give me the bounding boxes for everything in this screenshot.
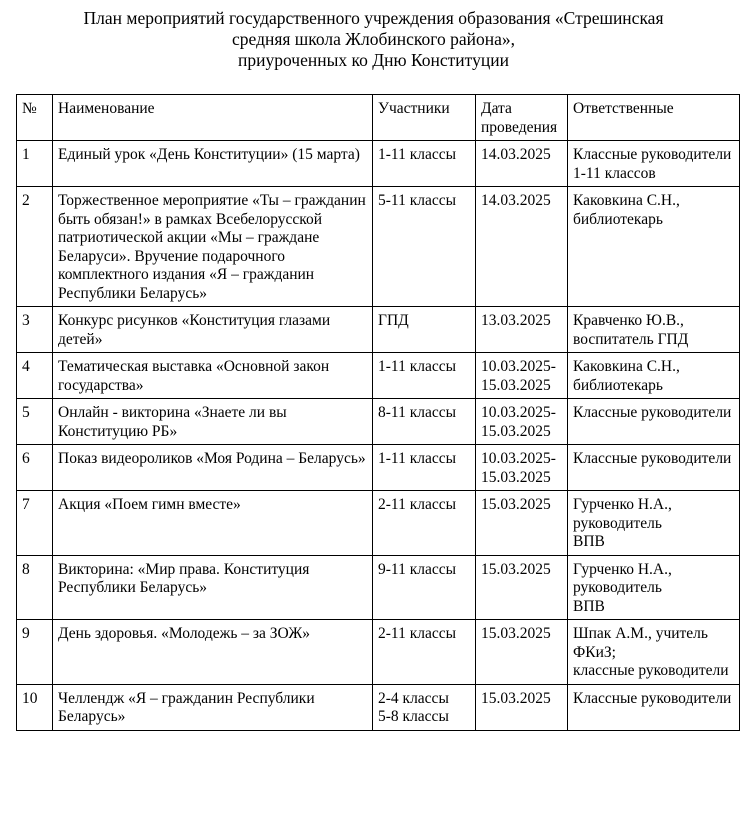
event-name: Конкурс рисунков «Конституция глазами детей» <box>53 307 373 353</box>
event-responsible <box>568 399 740 445</box>
responsible-line: Классные руководители <box>573 404 732 421</box>
event-name: Челлендж «Я – гражданин Республики Беларусь» <box>53 684 373 730</box>
participants-line: 1-11 классы <box>378 450 457 467</box>
date-line: 10.03.2025- <box>481 358 556 375</box>
event-participants <box>373 684 476 730</box>
event-name: Акция «Поем гимн вместе» <box>53 491 373 556</box>
date-line: 10.03.2025- <box>481 404 556 421</box>
table-row <box>17 491 740 556</box>
event-name: Онлайн - викторина «Знаете ли вы Конституцию РБ» <box>53 399 373 445</box>
table-row <box>17 620 740 685</box>
row-number: 3 <box>17 307 53 353</box>
header-date-line-2: проведения <box>481 118 558 136</box>
date-line: 13.03.2025 <box>481 312 551 329</box>
date-line: 14.03.2025 <box>481 146 551 163</box>
event-name: Единый урок «День Конституции» (15 марта) <box>53 141 373 187</box>
event-responsible <box>568 445 740 491</box>
event-name: Тематическая выставка «Основной закон государства» <box>53 353 373 399</box>
event-responsible <box>568 491 740 556</box>
responsible-line: Шпак А.М., учитель ФКиЗ; <box>573 625 708 661</box>
responsible-line: Каковкина С.Н., библиотекарь <box>573 192 680 228</box>
event-name: Торжественное мероприятие «Ты – гражданин быть обязан!» в рамках Всебелорусской патриотической акции «Мы – граждане Беларуси». Вручение подарочного комплектного издания «Я – гражданин Республики Беларусь» <box>53 187 373 307</box>
row-number: 10 <box>17 684 53 730</box>
responsible-line: Каковкина С.Н., библиотекарь <box>573 358 680 394</box>
responsible-line: Гурченко Н.А., руководитель <box>573 560 672 596</box>
row-number: 8 <box>17 555 53 620</box>
event-date <box>476 307 568 353</box>
responsible-line: Классные руководители <box>573 450 732 467</box>
header-name: Наименование <box>53 95 373 141</box>
event-name: Показ видеороликов «Моя Родина – Беларусь» <box>53 445 373 491</box>
header-date <box>476 95 568 141</box>
participants-line: 9-11 классы <box>378 560 457 578</box>
date-line: 14.03.2025 <box>481 192 551 209</box>
date-line: 10.03.2025- <box>481 450 556 467</box>
event-date <box>476 445 568 491</box>
participants-line: 5-11 классы <box>378 192 457 209</box>
date-line: 15.03.2025 <box>481 376 551 394</box>
responsible-line: ВПВ <box>573 533 605 550</box>
title-line-1: План мероприятий государственного учреждения образования «Стрешинская <box>83 8 664 28</box>
event-participants <box>373 445 476 491</box>
event-responsible <box>568 141 740 187</box>
event-participants <box>373 353 476 399</box>
header-num: № <box>17 95 53 141</box>
table-header-row <box>17 95 740 141</box>
responsible-line: Кравченко Ю.В., воспитатель ГПД <box>573 312 689 348</box>
event-participants <box>373 620 476 685</box>
event-responsible <box>568 353 740 399</box>
row-number: 7 <box>17 491 53 556</box>
table-row <box>17 353 740 399</box>
event-participants <box>373 187 476 307</box>
date-line: 15.03.2025 <box>481 689 551 707</box>
table-row <box>17 445 740 491</box>
event-date <box>476 141 568 187</box>
event-date <box>476 555 568 620</box>
date-line: 15.03.2025 <box>481 625 551 642</box>
event-date <box>476 684 568 730</box>
event-responsible <box>568 620 740 685</box>
events-table <box>16 94 740 731</box>
title-line-3: приуроченных ко Дню Конституции <box>238 50 509 70</box>
responsible-line: Классные руководители 1-11 классов <box>573 146 732 182</box>
document-title <box>0 8 747 71</box>
event-responsible <box>568 307 740 353</box>
table-body <box>17 141 740 731</box>
table-row <box>17 399 740 445</box>
row-number: 6 <box>17 445 53 491</box>
responsible-line: ВПВ <box>573 597 605 615</box>
row-number: 5 <box>17 399 53 445</box>
event-responsible <box>568 555 740 620</box>
table-row <box>17 684 740 730</box>
participants-line: 2-11 классы <box>378 496 457 513</box>
header-date-line-1: Дата <box>481 100 512 117</box>
event-participants <box>373 491 476 556</box>
responsible-line: Гурченко Н.А., руководитель <box>573 496 672 532</box>
event-participants <box>373 399 476 445</box>
participants-line: 1-11 классы <box>378 146 457 163</box>
event-responsible <box>568 684 740 730</box>
event-name: День здоровья. «Молодежь – за ЗОЖ» <box>53 620 373 685</box>
title-line-2: средняя школа Жлобинского района», <box>232 29 515 49</box>
event-responsible <box>568 187 740 307</box>
event-date <box>476 187 568 307</box>
participants-line: 8-11 классы <box>378 404 457 421</box>
date-line: 15.03.2025 <box>481 468 551 486</box>
row-number: 1 <box>17 141 53 187</box>
event-participants <box>373 307 476 353</box>
table-row <box>17 187 740 307</box>
table-row <box>17 141 740 187</box>
event-date <box>476 399 568 445</box>
row-number: 4 <box>17 353 53 399</box>
event-participants <box>373 555 476 620</box>
date-line: 15.03.2025 <box>481 422 551 440</box>
table-row <box>17 555 740 620</box>
header-responsible: Ответственные <box>568 95 740 141</box>
event-date <box>476 491 568 556</box>
date-line: 15.03.2025 <box>481 560 551 578</box>
header-participants: Участники <box>373 95 476 141</box>
row-number: 2 <box>17 187 53 307</box>
responsible-line: классные руководители <box>573 662 729 679</box>
event-date <box>476 353 568 399</box>
participants-line: 2-4 классы <box>378 689 449 707</box>
participants-line: 5-8 классы <box>378 708 449 725</box>
event-name: Викторина: «Мир права. Конституция Республики Беларусь» <box>53 555 373 620</box>
row-number: 9 <box>17 620 53 685</box>
participants-line: 2-11 классы <box>378 625 457 642</box>
event-date <box>476 620 568 685</box>
event-participants <box>373 141 476 187</box>
table-row <box>17 307 740 353</box>
responsible-line: Классные руководители <box>573 689 732 707</box>
participants-line: 1-11 классы <box>378 358 457 375</box>
date-line: 15.03.2025 <box>481 496 551 513</box>
participants-line: ГПД <box>378 312 409 329</box>
